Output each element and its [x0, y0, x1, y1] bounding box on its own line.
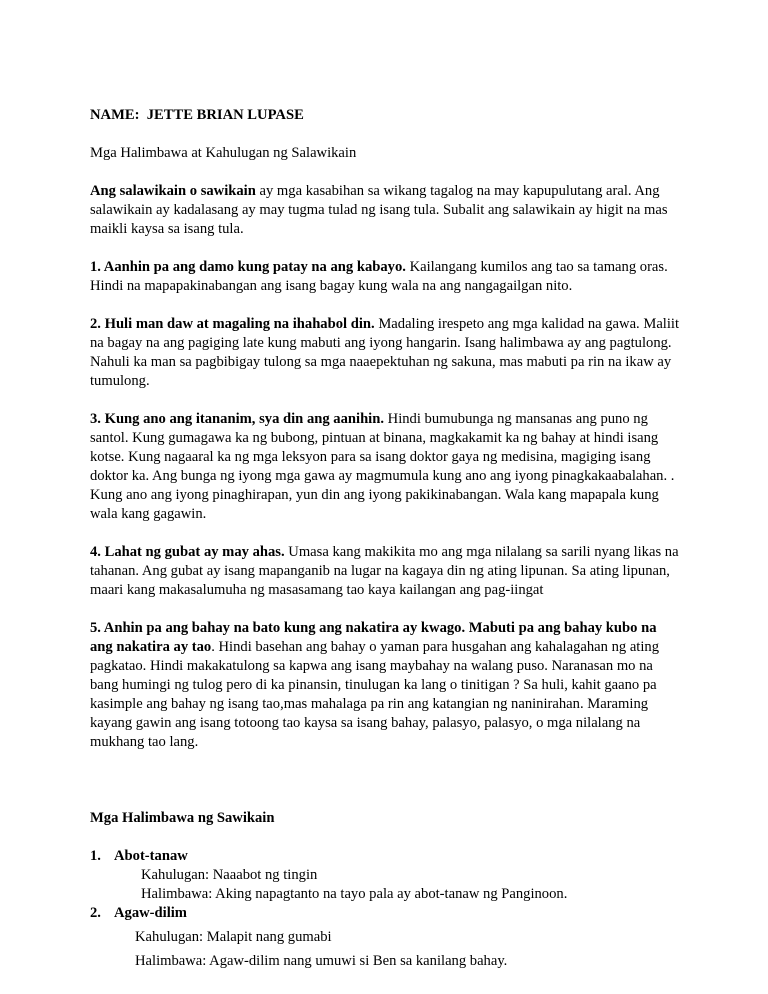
salawikain-phrase: 4. Lahat ng gubat ay may ahas.	[90, 544, 285, 560]
sawikain-halimbawa: Halimbawa: Agaw-dilim nang umuwi si Ben sa kanilang bahay.	[135, 953, 508, 969]
salawikain-phrase: 1. Aanhin pa ang damo kung patay na ang kabayo.	[90, 259, 406, 275]
sawikain-item-2	[90, 904, 680, 973]
salawikain-item-3	[90, 410, 680, 524]
salawikain-item-2	[90, 315, 680, 391]
document-page	[90, 106, 680, 973]
sawikain-term: 1. Abot-tanaw	[90, 848, 188, 864]
name-line	[90, 106, 680, 125]
salawikain-explanation: Kailangang kumilos ang tao sa tamang oras. Hindi na mapapakinabangan ang isang bagay kung wala na ang nangagailgan nito.	[90, 259, 668, 294]
sawikain-kahulugan: Kahulugan: Malapit nang gumabi	[135, 929, 332, 945]
salawikain-explanation: . Hindi basehan ang bahay o yaman para husgahan ang kahalagahan ng ating pagkatao. Hindi makakatulong sa kapwa ang isang maybahay na walang puso. Naranasan mo na bang humingi ng tulog pero di ka pinansin, tinulugan ka lang o tinitigan ? Sa huli, kahit gaano pa kasimple ang bahay ng isang tao,mas mahalaga pa rin ang katangian ng naninirahan. Maraming kayang gawin ang isang totoong tao kaysa sa isang bahay, palasyo, palasyo, o mga nilalang na mukhang tao lang.	[90, 639, 660, 750]
sawikain-section-title: Mga Halimbawa ng Sawikain	[90, 810, 275, 826]
salawikain-item-1	[90, 258, 680, 296]
name-value: JETTE BRIAN LUPASE	[146, 107, 304, 123]
salawikain-item-5	[90, 619, 680, 752]
spacer	[90, 752, 680, 790]
sawikain-kahulugan: Kahulugan: Naaabot ng tingin	[141, 867, 318, 883]
intro-paragraph	[90, 182, 680, 239]
sawikain-item-1	[90, 847, 680, 904]
salawikain-phrase: 5. Anhin pa ang bahay na bato kung ang nakatira ay kwago. Mabuti pa ang bahay kubo na ang nakatira ay tao	[90, 620, 657, 655]
salawikain-item-4	[90, 543, 680, 600]
salawikain-explanation: Hindi bumubunga ng mansanas ang puno ng santol. Kung gumagawa ka ng bubong, pintuan at binana, magkakamit ka ng bahay at hindi isang kotse. Kung nagaaral ka ng mga leksyon para sa isang doktor gaya ng medisina, magiging isang doktor ka. Ang bunga ng iyong mga gawa ay magmumula kung ano ang iyong pinagkakaabalahan. . Kung ano ang iyong pinaghirapan, yun din ang iyong pakikinabangan. Wala kang mapapala kung wala kang gagawin.	[90, 411, 675, 522]
sawikain-term: 2. Agaw-dilim	[90, 905, 187, 921]
sawikain-halimbawa: Halimbawa: Aking napagtanto na tayo pala ay abot-tanaw ng Panginoon.	[141, 886, 568, 902]
name-label: NAME:	[90, 107, 140, 123]
salawikain-phrase: 3. Kung ano ang itananim, sya din ang aanihin.	[90, 411, 385, 427]
salawikain-phrase: 2. Huli man daw at magaling na ihahabol din.	[90, 316, 375, 332]
document-title: Mga Halimbawa at Kahulugan ng Salawikain	[90, 145, 357, 161]
salawikain-explanation: Madaling irespeto ang mga kalidad na gawa. Maliit na bagay na ang pagiging late kung mabuti ang iyong hangarin. Isang halimbawa ay ang pagtulong. Nahuli ka man sa pagbibigay tulong sa mga naaepektuhan ng sakuna, mas mabuti pa rin na ikaw ay tumulong.	[90, 316, 680, 389]
intro-bold: Ang salawikain o sawikain	[90, 183, 256, 199]
intro-text: ay mga kasabihan sa wikang tagalog na may kapupulutang aral. Ang salawikain ay kadalasang ay may tugma tulad ng isang tula. Subalit ang salawikain ay higit na mas maikli kaysa sa isang tula.	[90, 183, 668, 237]
sawikain-number: 2.	[90, 905, 101, 921]
salawikain-explanation: Umasa kang makikita mo ang mga nilalang sa sarili nyang likas na tahanan. Ang gubat ay isang mapanganib na lugar na kagaya din ng ating lipunan. Sa ating lipunan, maari kang makasalumuha ng masasamang tao kaya kailangan ang pag-iingat	[90, 544, 679, 598]
sawikain-number: 1.	[90, 848, 101, 864]
